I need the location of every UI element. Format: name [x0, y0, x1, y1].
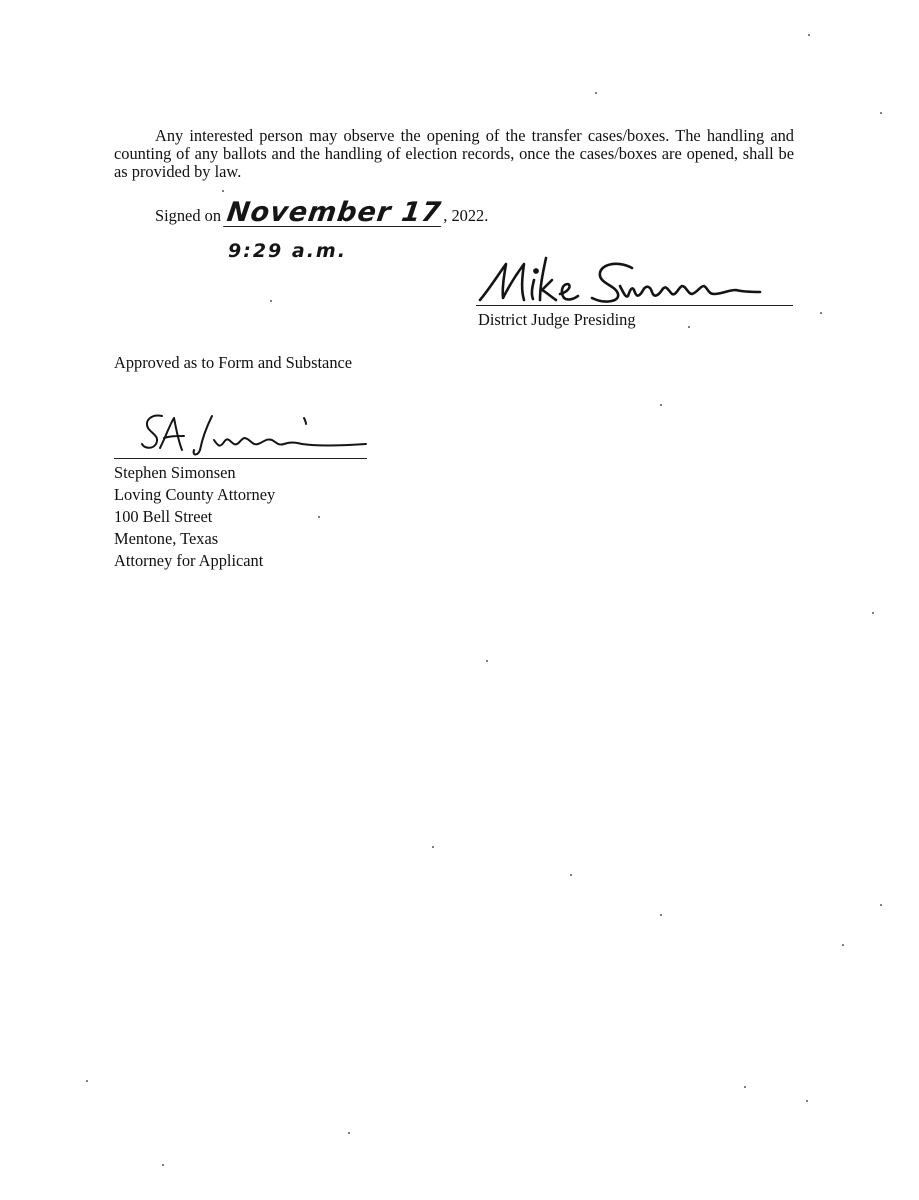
scan-speck: [432, 846, 434, 848]
scan-speck: [872, 612, 874, 614]
scan-speck: [688, 326, 690, 328]
scan-speck: [486, 660, 488, 662]
attorney-signature-line: [114, 458, 367, 459]
judge-title: District Judge Presiding: [478, 310, 636, 329]
handwritten-signing-date: November 17: [225, 197, 444, 228]
scan-speck: [660, 914, 662, 916]
judge-signature: [476, 250, 796, 310]
scan-speck: [270, 300, 272, 302]
scan-speck: [880, 112, 882, 114]
scan-speck: [820, 312, 822, 314]
scan-speck: [806, 1100, 808, 1102]
attorney-signature: [140, 410, 370, 460]
scan-speck: [744, 1086, 746, 1088]
scan-speck: [880, 904, 882, 906]
scan-speck: [660, 404, 662, 406]
signed-on-label: Signed on: [155, 206, 222, 225]
approval-heading: Approved as to Form and Substance: [114, 353, 353, 372]
scan-speck: [86, 1080, 88, 1082]
signed-on-line: [155, 197, 489, 228]
scan-speck: [348, 1132, 350, 1134]
scan-speck: [842, 944, 844, 946]
attorney-block: [114, 462, 275, 572]
attorney-name: Stephen Simonsen: [114, 463, 236, 482]
judge-signature-line: [476, 305, 793, 306]
attorney-city: Mentone, Texas: [114, 529, 219, 548]
scan-speck: [318, 516, 320, 518]
observation-paragraph: Any interested person may observe the opening of the transfer cases/boxes. The handling and counting of any ballots and the handling of election records, once the cases/boxes are opened, shall be as provided by law.: [114, 126, 794, 181]
signed-year: , 2022.: [443, 206, 489, 225]
scan-speck: [570, 874, 572, 876]
attorney-street: 100 Bell Street: [114, 507, 213, 526]
scan-speck: [595, 92, 597, 94]
attorney-role: Loving County Attorney: [114, 485, 276, 504]
scan-speck: [162, 1164, 164, 1166]
attorney-capacity: Attorney for Applicant: [114, 551, 264, 570]
handwritten-signing-time: 9:29 a.m.: [228, 240, 347, 262]
scan-speck: [222, 190, 224, 192]
scan-speck: [808, 34, 810, 36]
